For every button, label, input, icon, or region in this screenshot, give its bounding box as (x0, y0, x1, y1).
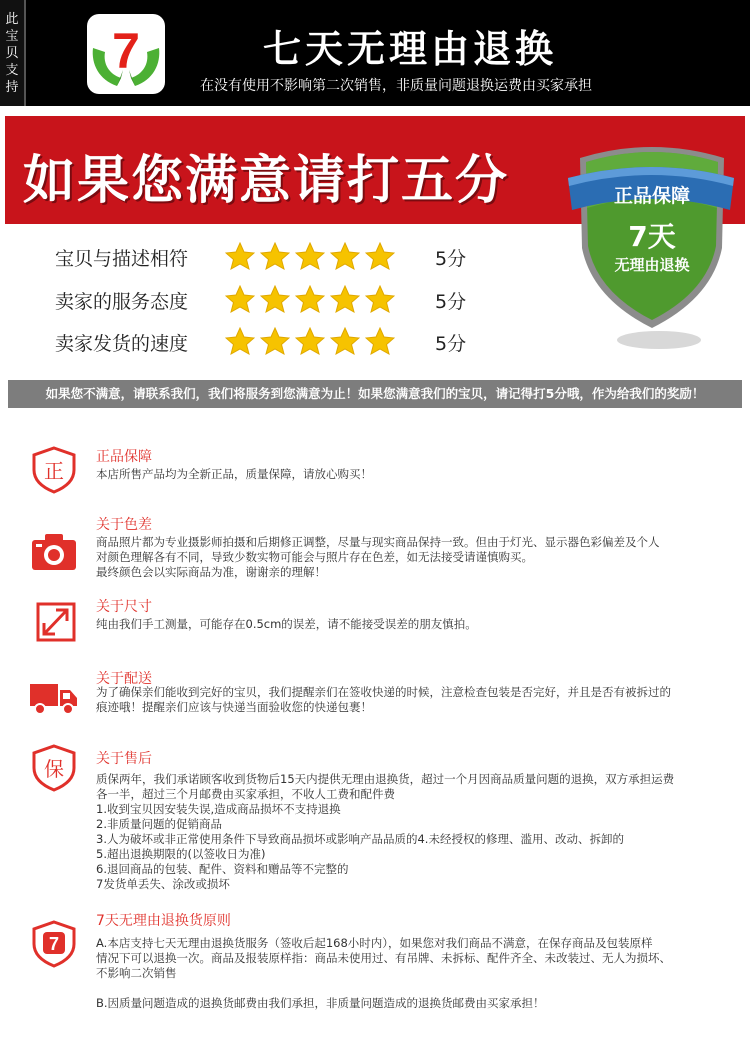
section-body: A.本店支持七天无理由退换货服务（签收后起168小时内），如果您对我们商品不满意，在保存商品及包装原样 情况下可以退换一次。商品及报装原样指：商品未使用过、有吊牌、未拆标、配件齐全、未改装过、无人为损坏、 不影响二次销售 B.因质量问题造成的退换货邮费由我们承担，非质量问题造成的退换货邮费由买家承担！ (96, 936, 671, 1010)
side-tag: 此宝贝支持 (0, 0, 26, 106)
star-icon (225, 327, 255, 355)
svg-text:正品保障: 正品保障 (613, 185, 691, 207)
section-title: 7天无理由退换货原则 (96, 913, 231, 929)
star-icon (295, 242, 325, 270)
star-icon (260, 285, 290, 313)
star-icon (365, 285, 395, 313)
rating-label: 卖家发货的速度 (55, 333, 189, 355)
section-title: 关于配送 (96, 671, 152, 687)
rating-headline: 如果您满意请打五分 (23, 151, 510, 211)
banner-title: 七天无理由退换 (262, 27, 557, 71)
rating-score: 5分 (435, 291, 467, 313)
svg-text:7天: 7天 (628, 220, 676, 253)
star-icon (295, 285, 325, 313)
svg-text:保: 保 (44, 757, 64, 781)
rating-score: 5分 (435, 248, 467, 270)
star-rating (225, 285, 400, 317)
rating-row (55, 327, 485, 357)
rating-label: 卖家的服务态度 (55, 291, 189, 313)
top-banner (0, 0, 750, 106)
star-icon (225, 242, 255, 270)
section-title: 关于售后 (96, 751, 152, 767)
rating-label: 宝贝与描述相符 (55, 248, 189, 270)
seven-day-icon (30, 920, 78, 968)
star-icon (260, 242, 290, 270)
rating-score: 5分 (435, 333, 467, 355)
banner-subtitle: 在没有使用不影响第二次销售，非质量问题退换运费由买家承担 (200, 78, 592, 94)
section-body: 本店所售产品均为全新正品，质量保障，请放心购买！ (96, 467, 372, 481)
section-title: 关于色差 (96, 517, 152, 533)
star-icon (295, 327, 325, 355)
star-rating (225, 327, 400, 359)
section-title: 正品保障 (96, 449, 152, 465)
camera-icon (30, 528, 78, 576)
svg-text:7: 7 (112, 23, 140, 79)
star-icon (330, 242, 360, 270)
section-title: 关于尺寸 (96, 599, 152, 615)
section-body: 商品照片都为专业摄影师拍摄和后期修正调整，尽量与现实商品保持一致。但由于灯光、显示器色彩偏差及个人 对颜色理解各有不同，导致少数实物可能会与照片存在色差，如无法接受请谨慎购买。 最终颜色会以实际商品为准，谢谢亲的理解！ (96, 535, 660, 579)
seven-day-logo-icon (87, 14, 165, 94)
rating-notice-bar: 如果您不满意，请联系我们，我们将服务到您满意为止！如果您满意我们的宝贝，请记得打5分哦，作为给我们的奖励！ (8, 380, 742, 408)
section-body: 为了确保亲们能收到完好的宝贝，我们提醒亲们在签收快递的时候，注意检查包装是否完好，并且是否有被拆过的 痕迹哦！提醒亲们应该与快递当面验收您的快递包裹！ (96, 685, 671, 714)
genuine-icon (30, 446, 78, 494)
star-icon (330, 285, 360, 313)
star-icon (225, 285, 255, 313)
section-body: 质保两年，我们承诺顾客收到货物后15天内提供无理由退换货，超过一个月因商品质量问题的退换，双方承担运费 各一半，超过三个月邮费由买家承担，不收人工费和配件费 1.收到宝贝因安装失误,造成商品损坏不支持退换 2.非质量问题的促销商品 3.人为破坏或非正常使用条件下导致商品损坏或影响产品品质的4.未经授权的修理、滥用、改动、拆卸的 5.超出退换期限的(以签收日为准) 6.退回商品的包装、配件、资料和赠品等不完整的 7发货单丢失、涂改或损坏 (96, 772, 675, 891)
rating-row (55, 242, 485, 272)
warranty-icon (30, 744, 78, 792)
star-rating (225, 242, 400, 274)
section-body: 纯由我们手工测量，可能存在0.5cm的误差，请不能接受误差的朋友慎拍。 (96, 617, 477, 631)
svg-text:7: 7 (48, 934, 60, 954)
svg-text:无理由退换: 无理由退换 (614, 256, 690, 274)
star-icon (365, 327, 395, 355)
svg-text:正: 正 (44, 459, 64, 483)
resize-icon (30, 598, 78, 646)
genuine-shield-icon (562, 128, 737, 358)
star-icon (260, 327, 290, 355)
truck-icon (30, 674, 78, 722)
rating-row (55, 285, 485, 315)
star-icon (330, 327, 360, 355)
star-icon (365, 242, 395, 270)
